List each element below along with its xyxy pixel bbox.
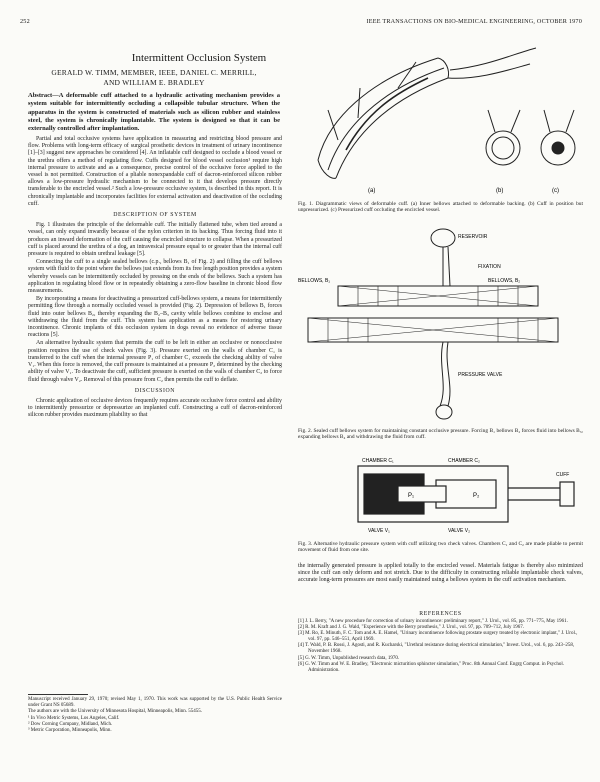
reference-item: [5] G. W. Timm, Unpublished research data, 1970.: [298, 655, 400, 661]
footnote: ² Dow Corning Company, Midland, Mich.: [28, 721, 113, 727]
fig1-label-b: (b): [496, 188, 504, 194]
figure-1-drawing: [298, 40, 588, 212]
section-heading-description: DESCRIPTION OF SYSTEM: [113, 212, 197, 219]
references-heading: REFERENCES: [419, 611, 462, 617]
left-column: [28, 136, 282, 421]
figure-3-caption: Fig. 3. Alternative hydraulic pressure system with cuff utilizing two check valves. Chambers C₁ and C₂ are made pliable to permit movement of fluid from one site.: [298, 541, 583, 554]
fig3-label-cuff: CUFF: [556, 472, 570, 478]
running-header: IEEE TRANSACTIONS ON BIO-MEDICAL ENGINEERING, OCTOBER 1970: [366, 18, 582, 25]
reference-item: [4] T. Wald, P. B. Rossi, J. Agosti, and R. Kucharski, "Urethral resistance during electrical stimulation," Invest. Urol., vol. 6, pp. 243–258, November 1968.: [298, 643, 575, 655]
fig3-label-valve-v2: VALVE V₂: [448, 528, 471, 534]
figure-2-caption: Fig. 2. Sealed cuff bellows system for maintaining constant occlusive pressure. Forcing B₁ bellows B₂ forces fluid into bellows B₃, expanding bellows B₄ and withdrawing the fluid from cuff.: [298, 428, 583, 441]
fig1-label-a: (a): [368, 188, 376, 194]
right-column-paragraph: the internally generated pressure is applied totally to the encircled vessel. Materials fatigue is thereby also minimized since the cuff can only deform and not stretch. Due to the difficulty in constructing reliable implantable check valves, accurate long-term pressures are most easily maintained using a bellows system in the cuff activation mechanism.: [298, 563, 583, 584]
article-title: Intermittent Occlusion System: [131, 52, 267, 64]
authors-line-1: GERALD W. TIMM, MEMBER, IEEE, DANIEL C. MERRILL,: [51, 68, 257, 77]
intro-paragraph: Partial and total occlusive systems have application in measuring and restricting blood pressure and flow. Problems with long-term efficacy of surgical prosthetic devices in treatment of urinary incontinence [1]–[3] suggest new approaches be considered [4]. An inflatable cuff designed to occlude a blood vessel or the urethra offers a method of regulating flow. Cuffs designed for blood vessel occlusion¹ require high internal pressure to activate and as a consequence, precise control of the occlusive force applied to the vessel is not permitted. Construction of a pliable nonexpandable cuff of dacron-reinforced silicon rubber allows a low-pressure hydraulic mechanism to be connected to it that develops pressure directly transferable to the encircled vessel.² Such a low-pressure occlusive system, is described in this report. It is chronically implantable and incorporates facilities for external activation and deactivation of the occluding cuff.: [28, 136, 282, 207]
page-number: 252: [20, 18, 30, 25]
fig3-label-chamber-c2: CHAMBER C₂: [448, 458, 480, 464]
fig2-label-pressure-valve: PRESSURE VALVE: [458, 372, 503, 378]
figure-2-drawing: [298, 226, 588, 424]
abstract: Abstract—A deformable cuff attached to a hydraulic activating mechanism provides a system suitable for intermittently occluding a collapsible tubular structure. When the apparatus in the system is constructed of materials such as silicon rubber and stainless steel, the system is chronically implantable. The system is designed so that it can be externally controlled after implantation.: [28, 92, 280, 133]
fig3-label-valve-v1: VALVE V₁: [368, 528, 390, 534]
reference-item: [6] G. W. Timm and W. E. Bradley, "Electronic micturition sphincter simulation," Proc. 8th Annual Conf. Engrg Comput. in Psychol. Administration.: [298, 661, 565, 673]
body-paragraph: An alternative hydraulic system that permits the cuff to be left in either an occlusive or nonocclusive position requires the use of check valves (Fig. 3). Pressure exerted on the walls of chamber C₁ is transferred to the cuff when the internal pressure P₁ of chamber C₁ exceeds the checking ability of valve V₁. When this force is removed, the cuff pressure is maintained at a pressure P₂ determined by the checking ability of valve V₁. To deactivate the cuff, sufficient pressure is exerted on the walls of chamber C₂ to force fluid through valve V₂. Removal of this pressure from C₂ then permits the cuff to deflate.: [28, 340, 282, 383]
footnote: The authors are with the University of Minnesota Hospital, Minneapolis, Minn. 55455.: [28, 709, 203, 715]
figure-3-drawing: [298, 452, 588, 536]
footnote: ¹ In Vivo Metric Systems, Los Angeles, Calif.: [28, 715, 120, 721]
references-list: [298, 619, 583, 674]
fig2-label-bellows-b2: BELLOWS, B₂: [488, 278, 521, 284]
authors-line-2: AND WILLIAM E. BRADLEY: [103, 78, 205, 87]
footnote: ³ Metric Corporation, Minneapolis, Minn.: [28, 728, 112, 734]
footnotes: [28, 697, 282, 734]
section-heading-discussion: DISCUSSION: [134, 387, 176, 394]
footnote-rule: [28, 694, 88, 695]
body-paragraph: By incorporating a means for deactivating a pressurized cuff-bellows system, a means for intermittently permitting flow through a normally occluded vessel is provided (Fig. 2). Depression of bellows B₁ forces fluid into outer bellows B₂, thereby expanding the B₂–B₃ cavity while bellows combine to enclose and withdrawing the fluid from the cuff. This system has application as a means for restoring urinary incontinence. Chronic implants of this occlusion system in dogs reveal no evidence of adverse tissue reactions [5].: [28, 296, 282, 339]
footnote: Manuscript received January 29, 1970; revised May 1, 1970. This work was supported by the U.S. Public Health Service under Grant NS 05689.: [28, 697, 282, 709]
body-paragraph: Connecting the cuff to a single sealed bellows (c.p., bellows B₁ of Fig. 2) and filling the cuff bellows system with fluid to the point where the bellows just extends from its free length position provides a system whereby vessels can be intermittently occluded by pressing on the ends of the bellows. Such a system has application in regulating blood flow or in repeatedly obtaining a zero-flow baseline in chronic blood flow measurements.: [28, 259, 282, 295]
body-paragraph: Fig. 1 illustrates the principle of the deformable cuff. The initially flattened tube, when tied around a vessel, can only expand inwardly because of the nylon criterion in its backing. Thus forcing fluid into it produces an inward deformation of the cuff causing the encircled structure to collapse. When a pressurized cuff is placed around the urethra of a dog, an intravesical pressure equal to or greater than the internal cuff pressure is required to obtain urethral leakage [5].: [28, 222, 282, 258]
author-list: [28, 68, 280, 88]
reference-item: [3] M. Ro, E. Minuth, F. C. Tom and A. E. Hamel, "Urinary incontinence following prostate surgery treated by electronic implant," J. Urol., vol. 97, pp. 546–551, April 1969.: [298, 631, 578, 643]
reference-item: [1] J. L. Berry, "A new procedure for correction of urinary incontinence: preliminary report," J. Urol., vol. 85, pp. 771–775, May 1961.: [298, 619, 568, 624]
fig3-label-p2: P₂: [473, 493, 480, 499]
fig2-label-bellows-b1: BELLOWS, B₁: [298, 278, 330, 284]
body-paragraph: Chronic application of occlusive devices frequently requires accurate occlusive force control and ability to intermittently pressurize or depressurize an implanted cuff. Constructing a cuff of dacron-reinforced silicon rubber provides maximum pliability so that: [28, 397, 282, 419]
figure-1-caption: Fig. 1. Diagrammatic views of deformable cuff. (a) Inner bellows attached to deformable backing. (b) Cuff in position but unpressurized. (c) Pressurized cuff occluding the encircled vessel.: [298, 201, 583, 214]
fig2-label-fixation: FIXATION: [478, 264, 501, 270]
fig3-label-p1: P₁: [408, 493, 415, 499]
fig1-label-c: (c): [552, 188, 559, 194]
fig3-label-chamber-c1: CHAMBER C₁: [362, 458, 394, 464]
fig2-label-reservoir: RESERVOIR: [458, 234, 488, 240]
reference-item: [2] R. M. Kraft and J. G. Wald, "Experience with the Berry prosthesis," J. Urol., vol. 97, pp. 709–712, July 1967.: [298, 625, 525, 631]
